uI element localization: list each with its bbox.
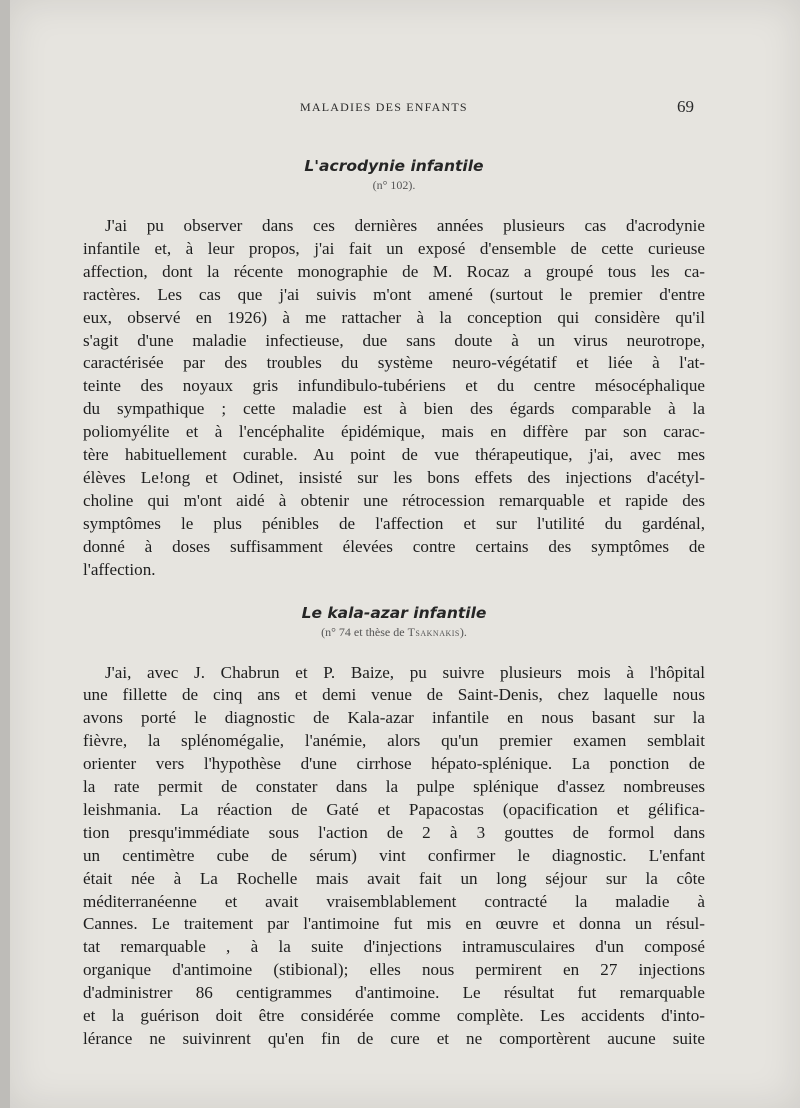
text-line: avons porté le diagnostic de Kala-azar infantile en nous basant sur la: [83, 708, 705, 728]
paragraph-kala-azar: [83, 662, 705, 1051]
running-header: [10, 97, 800, 120]
text-line: et la guérison doit être considérée comme complète. Les accidents d'into-: [83, 1006, 705, 1026]
text-line: eux, observé en 1926) à me rattacher à la conception qui considère qu'il: [83, 307, 705, 327]
text-line: un centimètre cube de sérum) vint confirmer le diagnostic. L'enfant: [83, 845, 705, 865]
paragraph-acrodynie: [83, 215, 705, 582]
text-line: était née à La Rochelle mais avait fait un long séjour sur la côte: [83, 868, 705, 888]
text-line: tat remarquable , à la suite d'injections intramusculaires d'un composé: [83, 937, 705, 957]
text-line: l'affection.: [83, 559, 156, 579]
book-page: [10, 0, 800, 1108]
text-line: teinte des noyaux gris infundibulo-tubériens et du centre mésocéphalique: [83, 376, 705, 396]
text-line: du sympathique ; cette maladie est à bien des égards comparable à la: [83, 399, 705, 419]
text-line: leishmania. La réaction de Gaté et Papacostas (opacification et gélifica-: [83, 799, 705, 819]
text-line: affection, dont la récente monographie de M. Rocaz a groupé tous les ca-: [83, 261, 705, 281]
section-ref-acrodynie: (n° 102).: [372, 178, 416, 192]
text-line: J'ai pu observer dans ces dernières années plusieurs cas d'acrodynie: [105, 216, 705, 235]
text-line: orienter vers l'hypothèse d'une cirrhose hépato-splénique. La ponction de: [83, 754, 705, 774]
text-line: symptômes le plus pénibles de l'affection et sur l'utilité du gardénal,: [83, 513, 705, 533]
text-line: méditerranéenne et avait vraisemblablement contracté la maladie à: [83, 891, 705, 911]
section-spacer: [83, 582, 705, 602]
text-line: tère habituellement curable. Au point de vue thérapeutique, j'ai, avec mes: [83, 445, 705, 465]
text-line: infantile et, à leur propos, j'ai fait un exposé d'ensemble de cette curieuse: [83, 238, 705, 258]
page-edge-shadow: [0, 0, 10, 1108]
text-line: une fillette de cinq ans et demi venue de Saint-Denis, chez laquelle nous: [83, 685, 705, 705]
text-line: organique d'antimoine (stibional); elles nous permirent en 27 injections: [83, 960, 705, 980]
text-line: élèves Le!ong et Odinet, insisté sur les bons effets des injections d'acétyl-: [83, 467, 705, 487]
text-line: d'administrer 86 centigrammes d'antimoine. Le résultat fut remarquable: [83, 983, 705, 1003]
ref-suffix: ).: [459, 624, 467, 639]
text-line: choline qui m'ont aidé à obtenir une rétrocession remarquable et rapide des: [83, 490, 705, 510]
text-line: fièvre, la splénomégalie, l'anémie, alors qu'un premier examen semblait: [83, 731, 705, 751]
text-line: ractères. Les cas que j'ai suivis m'ont amené (surtout le premier d'entre: [83, 284, 705, 304]
page-number: 69: [677, 97, 694, 116]
section-title-acrodynie: L'acrodynie infantile: [304, 157, 484, 175]
text-line: Cannes. Le traitement par l'antimoine fut mis en œuvre et donna un résul-: [83, 914, 705, 934]
text-line: s'agit d'une maladie infectieuse, due sans doute à un virus neurotrope,: [83, 330, 705, 350]
section-ref-kala-azar: [83, 624, 705, 640]
running-title: MALADIES DES ENFANTS: [300, 100, 468, 114]
text-line: donné à doses suffisamment élevées contre certains des symptômes de: [83, 536, 705, 556]
text-line: caractérisée par des troubles du système neuro-végétatif et liée à l'at-: [83, 353, 705, 373]
text-line: J'ai, avec J. Chabrun et P. Baize, pu suivre plusieurs mois à l'hôpital: [105, 662, 705, 682]
page-content: [83, 155, 705, 1051]
text-line: poliomyélite et à l'encéphalite épidémique, mais en diffère par son carac-: [83, 422, 705, 442]
ref-author: Tsaknakis: [407, 624, 460, 639]
text-line: lérance ne suivinrent qu'en fin de cure et ne comportèrent aucune suite: [83, 1029, 705, 1048]
text-line: tion presqu'immédiate sous l'action de 2 à 3 gouttes de formol dans: [83, 822, 705, 842]
text-line: la rate permit de constater dans la pulpe splénique d'assez nombreuses: [83, 777, 705, 797]
ref-prefix: (n° 74 et thèse de: [321, 624, 408, 639]
section-title-kala-azar: Le kala-azar infantile: [301, 603, 487, 622]
